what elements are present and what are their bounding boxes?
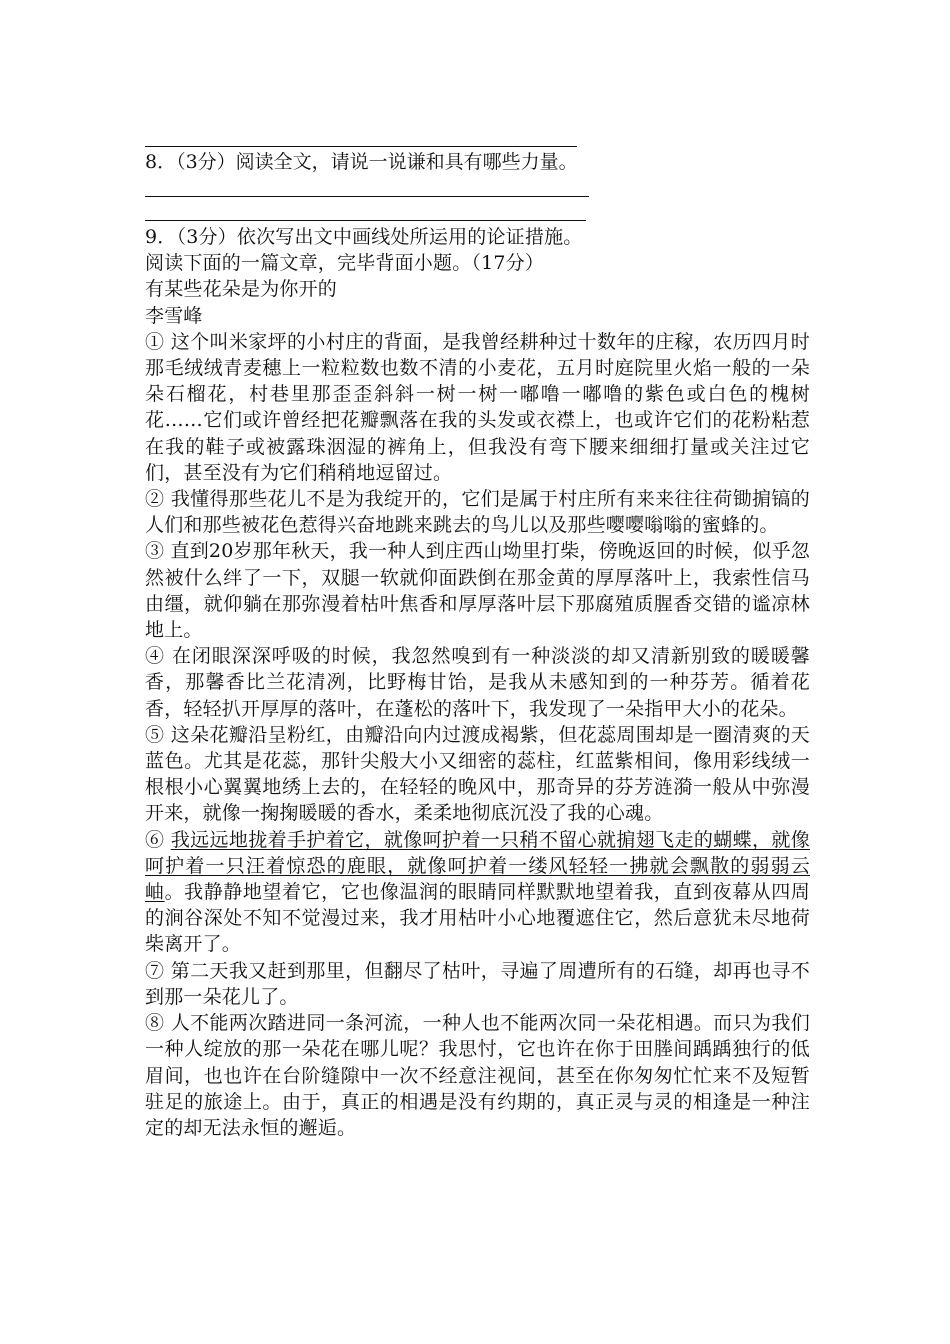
paragraph-5: ⑤ 这朵花瓣沿呈粉红，由瓣沿向内过渡成褐紫，但花蕊周围却是一圈清爽的天蓝色。尤其是花蕊，那针尖般大小又细密的蕊柱，红蓝紫相间，像用彩线绒一根根小心翼翼地绣上去的，在轻轻的晚风中，那奇异的芬芳涟漪一般从中弥漫开来，就像一掬掬暖暖的香水，柔柔地彻底沉没了我的心魂。 bbox=[145, 723, 810, 825]
paragraph-8: ⑧ 人不能两次踏进同一条河流，一种人也不能两次同一朵花相遇。而只为我们一种人绽放的那一朵花在哪儿呢？我思忖，它也许在你于田塍间踽踽独行的低眉间，也也许在台阶缝隙中一次不经意注视间，甚至在你匆匆忙忙来不及短暂驻足的旅途上。由于，真正的相遇是没有约期的，真正灵与灵的相逢是一种注定的却无法永恒的邂逅。 bbox=[145, 1012, 810, 1139]
paragraph-7: ⑦ 第二天我又赶到那里，但翻尽了枯叶，寻遍了周遭所有的石缝，却再也寻不到那一朵花儿了。 bbox=[145, 959, 810, 1008]
article-title: 有某些花朵是为你开的 bbox=[145, 278, 338, 301]
paragraph-6 bbox=[145, 827, 810, 958]
answer-line-1 bbox=[145, 146, 577, 147]
paragraph-3: ③ 直到20岁那年秋天，我一种人到庄西山坳里打柴，傍晚返回的时候，似乎忽然被什么绊了一下，双腿一软就仰面跌倒在那金黄的厚厚落叶上，我索性信马由缰，就仰躺在那弥漫着枯叶焦香和厚厚落叶层下那腐殖质腥香交错的谧凉林地上。 bbox=[145, 540, 810, 642]
reading-instruction: 阅读下面的一篇文章，完毕背面小题。（17分） bbox=[145, 252, 545, 275]
question-9: 9．（3分）依次写出文中画线处所运用的论证措施。 bbox=[145, 226, 583, 248]
answer-line-3 bbox=[145, 220, 586, 221]
main-text-block bbox=[145, 224, 810, 1141]
paragraph-6-underlined-sentence: 我远远地拢着手护着它，就像呵护着一只稍不留心就掮翅飞走的蝴蝶，就像呵护着一只汪着惊恐的鹿眼，就像呵护着一缕风轻轻一拂就会飘散的弱弱云岫 bbox=[145, 828, 810, 904]
paragraph-1: ① 这个叫米家坪的小村庄的背面，是我曾经耕种过十数年的庄稼，农历四月时那毛绒绒青麦穗上一粒粒数也数不清的小麦花，五月时庭院里火焰一般的一朵朵石榴花，村巷里那歪歪斜斜一树一树一嘟噜一嘟噜的紫色或白色的槐树花……它们或许曾经把花瓣飘落在我的头发或衣襟上，也或许它们的花粉粘惹在我的鞋子或被露珠洇湿的裤角上，但我没有弯下腰来细细打量或关注过它们，甚至没有为它们稍稍地逗留过。 bbox=[145, 330, 810, 484]
paragraph-4: ④ 在闭眼深深呼吸的时候，我忽然嗅到有一种淡淡的却又清新别致的暖暖馨香，那馨香比兰花清冽，比野梅甘饴，是我从未感知到的一种芬芳。循着花香，轻轻扒开厚厚的落叶，在蓬松的落叶下，我发现了一朵指甲大小的花朵。 bbox=[145, 645, 810, 720]
article-author: 李雪峰 bbox=[145, 304, 203, 327]
answer-line-2 bbox=[145, 196, 589, 197]
paragraph-2: ② 我懂得那些花儿不是为我绽开的，它们是属于村庄所有来来往往荷锄掮镐的人们和那些被花色惹得兴奋地跳来跳去的鸟儿以及那些嘤嘤嗡嗡的蜜蜂的。 bbox=[145, 488, 810, 537]
paragraph-6-rest: 。我静静地望着它，它也像温润的眼睛同样默默地望着我，直到夜幕从四周的涧谷深处不知不觉漫过来，我才用枯叶小心地覆遮住它，然后意犹未尽地荷柴离开了。 bbox=[145, 881, 810, 956]
question-8: 8．（3分）阅读全文，请说一说谦和具有哪些力量。 bbox=[145, 151, 578, 173]
paragraph-6-marker: ⑥ bbox=[145, 828, 171, 851]
